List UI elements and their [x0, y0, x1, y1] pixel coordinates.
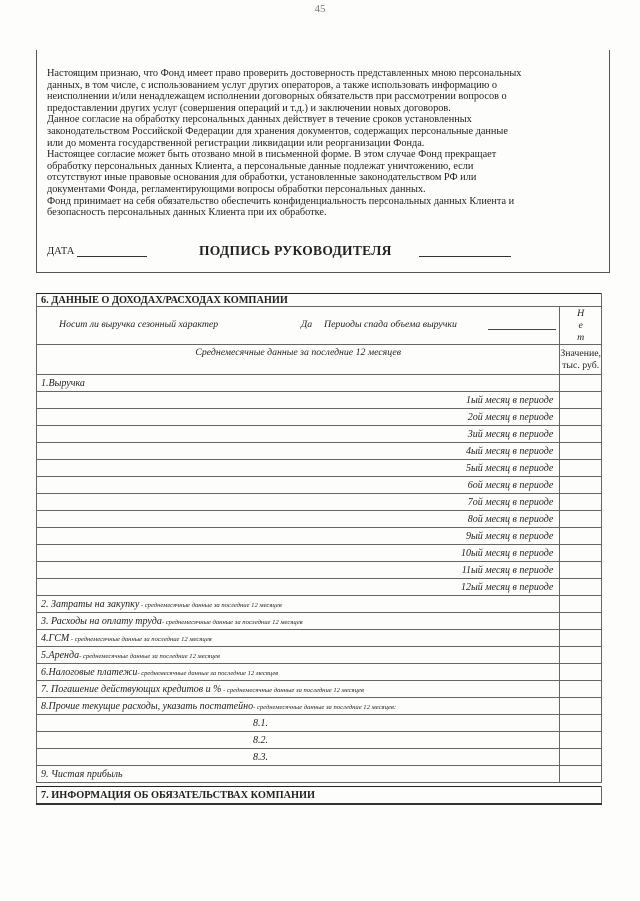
section6-title: 6. ДАННЫЕ О ДОХОДАХ/РАСХОДАХ КОМПАНИИ: [37, 294, 602, 307]
page-number: 45: [314, 3, 326, 15]
month-label: 12ый месяц в периоде: [37, 579, 560, 596]
month-label: 11ый месяц в периоде: [37, 562, 560, 579]
value-header: Значение, тыс. руб.: [560, 345, 602, 375]
month-label: 7ой месяц в периоде: [37, 494, 560, 511]
net-profit-label: 9. Чистая прибыль: [37, 766, 560, 783]
value-cell[interactable]: [560, 392, 602, 409]
revenue-label: 1.Выручка: [37, 375, 560, 392]
value-cell[interactable]: [560, 681, 602, 698]
month-label: 5ый месяц в периоде: [37, 460, 560, 477]
consent-line: Данное согласие на обработку персональных данных действует в течение сроков установленных: [47, 114, 472, 126]
value-cell[interactable]: [560, 545, 602, 562]
expense-item: 7. Погашение действующих кредитов и % - среднемесячные данные за последние 12 месяцев: [37, 681, 560, 698]
no-option[interactable]: [560, 307, 602, 345]
consent-line: отсутствуют иные правовые основания для обработки, установленные законодательством РФ или: [47, 172, 477, 184]
month-label: 3ий месяц в периоде: [37, 426, 560, 443]
consent-line: Настоящее согласие может быть отозвано мной в письменной форме. В этом случае Фонд прекращает: [47, 149, 497, 161]
value-cell[interactable]: [560, 732, 602, 749]
consent-line: Фонд принимает на себя обязательство обеспечить конфиденциальность персональных данных Клиента и: [47, 195, 515, 207]
value-cell[interactable]: [560, 562, 602, 579]
decline-periods-label: Периоды спада объема выручки: [324, 319, 457, 330]
value-cell[interactable]: [560, 375, 602, 392]
value-cell[interactable]: [560, 613, 602, 630]
section7-title: 7. ИНФОРМАЦИЯ ОБ ОБЯЗАТЕЛЬСТВАХ КОМПАНИИ: [37, 787, 602, 805]
expense-item: 5.Аренда- среднемесячные данные за последние 12 месяцев: [37, 647, 560, 664]
value-cell[interactable]: [560, 596, 602, 613]
value-cell[interactable]: [560, 749, 602, 766]
income-expense-table: [36, 293, 602, 783]
value-cell[interactable]: [560, 460, 602, 477]
month-label: 10ый месяц в периоде: [37, 545, 560, 562]
no-letter: т: [577, 331, 585, 343]
month-label: 6ой месяц в периоде: [37, 477, 560, 494]
month-label: 2ой месяц в периоде: [37, 409, 560, 426]
expense-item: 2. Затраты на закупку - среднемесячные данные за последние 12 месяцев: [37, 596, 560, 613]
consent-line: данных, в том числе, с использованием услуг других операторов, а также использовать информацию о: [47, 79, 498, 91]
value-cell[interactable]: [560, 528, 602, 545]
month-label: 4ый месяц в периоде: [37, 443, 560, 460]
consent-line: Настоящим признаю, что Фонд имеет право проверить достоверность представленных мною персональных: [47, 68, 522, 79]
value-cell[interactable]: [560, 664, 602, 681]
consent-line: документами Фонда, регламентирующими вопросы обработки персональных данных.: [47, 183, 426, 195]
signature-line: [47, 243, 597, 259]
value-cell[interactable]: [560, 766, 602, 783]
value-cell[interactable]: [560, 579, 602, 596]
no-letter: Н: [577, 307, 585, 319]
value-cell[interactable]: [560, 494, 602, 511]
obligations-table: [36, 786, 602, 805]
subitem-label: 8.1.: [37, 715, 560, 732]
no-letter: е: [578, 319, 583, 331]
consent-line: безопасность персональных данных Клиента при их обработке.: [47, 207, 327, 219]
date-field[interactable]: [77, 256, 147, 257]
signature-field[interactable]: [419, 256, 511, 257]
expense-item: 6.Налоговые платежи- среднемесячные данные за последние 12 месяцев: [37, 664, 560, 681]
value-cell[interactable]: [560, 511, 602, 528]
decline-periods-field[interactable]: [488, 329, 556, 330]
consent-line: предоставлении других услуг (совершения операций и т.д.) и заключении новых договоров.: [47, 102, 451, 114]
avg-data-header: Среднемесячные данные за последние 12 месяцев: [37, 345, 560, 375]
date-label: ДАТА: [47, 246, 75, 257]
signature-label: ПОДПИСЬ РУКОВОДИТЕЛЯ: [199, 243, 392, 258]
value-cell[interactable]: [560, 647, 602, 664]
value-cell[interactable]: [560, 477, 602, 494]
consent-line: обработку персональных данных Клиента, а персональные данные подлежат уничтожению, если: [47, 160, 474, 172]
consent-text: [47, 68, 597, 219]
seasonal-question: Носит ли выручка сезонный характер: [59, 319, 219, 330]
expense-item: 3. Расходы на оплату труда- среднемесячные данные за последние 12 месяцев: [37, 613, 560, 630]
subitem-label: 8.3.: [37, 749, 560, 766]
month-label: 1ый месяц в периоде: [37, 392, 560, 409]
consent-box: [36, 50, 610, 273]
value-cell[interactable]: [560, 443, 602, 460]
consent-line: законодательством Российской Федерации для хранения документов, содержащих персональные данные: [47, 125, 508, 137]
subitem-label: 8.2.: [37, 732, 560, 749]
yes-option[interactable]: Да: [301, 319, 313, 330]
month-label: 8ой месяц в периоде: [37, 511, 560, 528]
value-cell[interactable]: [560, 715, 602, 732]
seasonal-question-cell: [37, 307, 560, 345]
expense-item: 8.Прочие текущие расходы, указать постатейно- среднемесячные данные за последние 12 месяцев:: [37, 698, 560, 715]
expense-item: 4.ГСМ - среднемесячные данные за последние 12 месяцев: [37, 630, 560, 647]
value-cell[interactable]: [560, 426, 602, 443]
month-label: 9ый месяц в периоде: [37, 528, 560, 545]
value-cell[interactable]: [560, 409, 602, 426]
value-cell[interactable]: [560, 698, 602, 715]
consent-line: неисполнении и/или ненадлежащем исполнении договорных обязательств при рассмотрении вопросов о: [47, 91, 507, 103]
consent-line: или до момента государственной регистрации ликвидации или реорганизации Фонда.: [47, 137, 425, 149]
value-cell[interactable]: [560, 630, 602, 647]
